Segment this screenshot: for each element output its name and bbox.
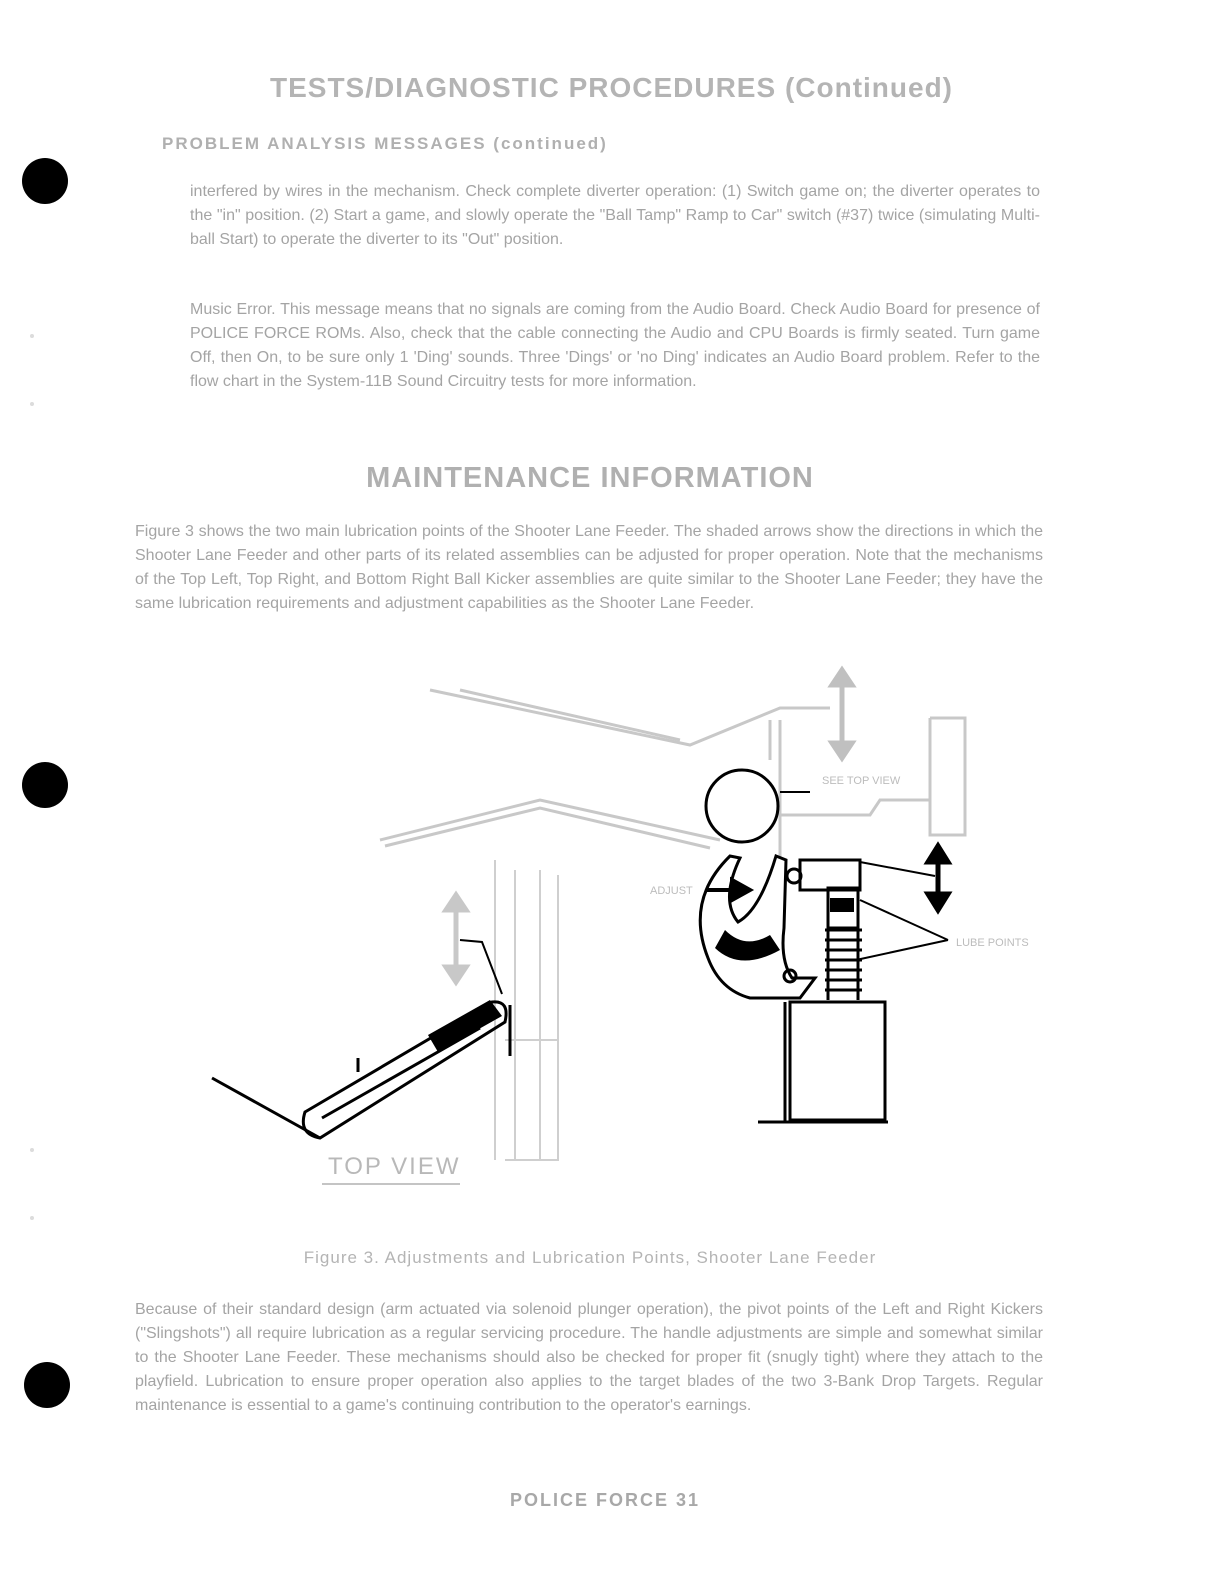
faint-arrow-top — [832, 670, 852, 758]
shooter-lane-feeder-figure — [180, 660, 1060, 1200]
figure-caption: Figure 3. Adjustments and Lubrication Points, Shooter Lane Feeder — [303, 1248, 877, 1267]
plunger-shade — [830, 898, 854, 912]
adjust-label: ADJUST — [650, 885, 693, 897]
see-top-view-label: SEE TOP VIEW — [822, 775, 901, 787]
top-view-label: TOP VIEW — [328, 1153, 461, 1180]
lube-points-label: LUBE POINTS — [956, 937, 1029, 949]
kicker-arm — [700, 856, 815, 998]
paragraph-kickers: Because of their standard design (arm actuated via solenoid plunger operation), the pivot points of the Left and Right Kickers ("Slingshots") all require lubrication as a regular servicing procedure. The handle adjustments are simple and somewhat similar to the Shooter Lane Feeder. These mechanisms should also be checked for proper fit (snugly tight) where they attach to the playfield. Lubrication to ensure proper operation also applies to the target blades of the two 3-Bank Drop Targets. Regular maintenance is essential to a game's continuing contribution to the operator's earnings. — [135, 1301, 1043, 1414]
lube-leader-lines — [856, 862, 948, 960]
punch-hole-top — [22, 158, 68, 204]
speck — [30, 334, 34, 338]
punch-hole-bottom — [24, 1362, 70, 1408]
speck — [30, 1148, 34, 1152]
faint-arrow-left — [446, 895, 466, 982]
ball — [706, 770, 778, 842]
lever-shaded-end — [428, 1000, 502, 1052]
paragraph-music-error: Music Error. This message means that no signals are coming from the Audio Board. Check Audio Board for presence of POLICE FORCE ROMs. Also, check that the cable connecting the Audio and CPU Boards is firmly seated. Turn game Off, then On, to be sure only 1 'Ding' sounds. Three 'Dings' or 'no Ding' indicates an Audio Board problem. Refer to the flow chart in the System-11B Sound Circuitry tests for more information. — [190, 301, 1040, 390]
paragraph-diverter: interfered by wires in the mechanism. Check complete diverter operation: (1) Switch game on; the diverter operates to the "in" position. (2) Start a game, and slowly operate the "Ball Tamp" Ramp to Car" switch (#37) twice (simulating Multi-ball Start) to operate the diverter to its "Out" position. — [190, 183, 1040, 248]
punch-hole-middle — [22, 762, 68, 808]
page-footer: POLICE FORCE 31 — [509, 1490, 701, 1510]
maintenance-heading: MAINTENANCE INFORMATION — [366, 462, 814, 494]
adjust-arrow-vertical — [928, 846, 948, 910]
speck — [30, 1216, 34, 1220]
page-title: TESTS/DIAGNOSTIC PROCEDURES (Continued) — [270, 72, 953, 103]
speck — [30, 402, 34, 406]
section-subtitle: PROBLEM ANALYSIS MESSAGES (continued) — [162, 134, 608, 153]
paragraph-maintenance-intro: Figure 3 shows the two main lubrication points of the Shooter Lane Feeder. The shaded arrows show the directions in which the Shooter Lane Feeder and other parts of its related assemblies can be adjusted for proper operation. Note that the mechanisms of the Top Left, Top Right, and Bottom Right Ball Kicker assemblies are quite similar to the Shooter Lane Feeder; they have the same lubrication requirements and adjustment capabilities as the Shooter Lane Feeder. — [135, 523, 1043, 612]
feeder-diagram — [180, 660, 1060, 1200]
